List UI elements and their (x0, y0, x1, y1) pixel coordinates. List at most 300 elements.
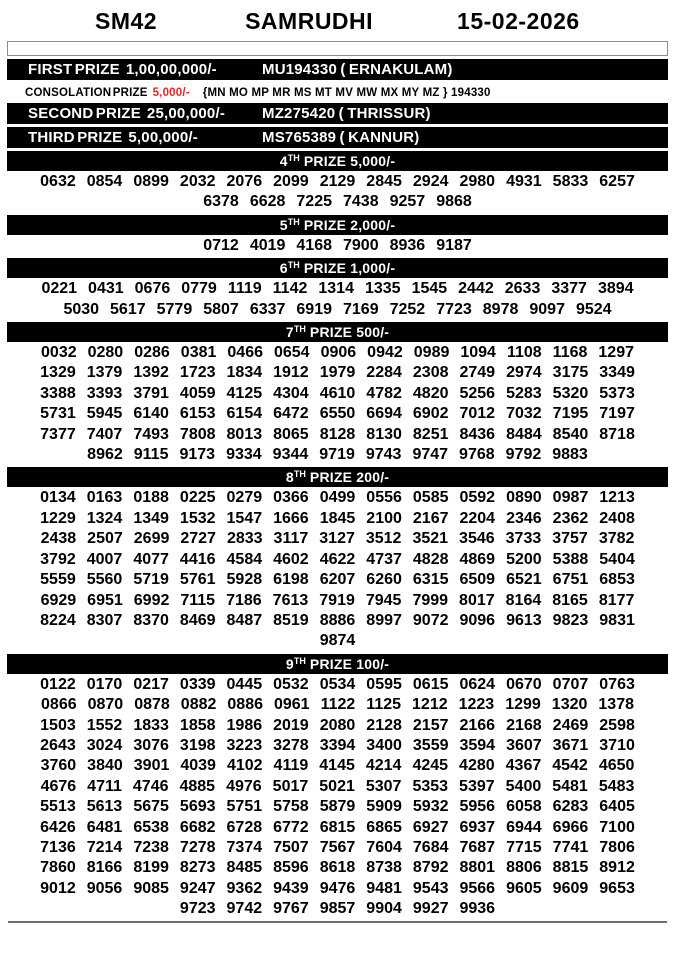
ticket-number: 4102 (226, 757, 263, 775)
ticket-number: 7012 (459, 405, 496, 423)
ticket-number: 5283 (506, 384, 542, 402)
ticket-number: 7136 (40, 838, 76, 856)
ticket-number-row (0, 858, 675, 878)
ticket-number: 0882 (180, 696, 217, 714)
ticket-number-row (0, 279, 675, 299)
ticket-number: 1349 (133, 509, 169, 527)
ticket-number: 9723 (179, 900, 216, 918)
second-prize-amount: 25,00,000/- (146, 105, 226, 122)
ticket-number: 2128 (366, 716, 402, 734)
ticket-number: 1547 (226, 509, 263, 527)
ticket-number: 5483 (598, 777, 635, 795)
ticket-number-row (0, 509, 675, 529)
ticket-number: 0556 (366, 489, 402, 507)
ticket-number: 3377 (551, 280, 587, 298)
ticket-number-row (0, 879, 675, 899)
ticket-number: 7195 (552, 405, 589, 423)
ticket-number: 1503 (40, 716, 76, 734)
ticket-number: 3733 (505, 530, 542, 548)
ticket-number: 3760 (40, 757, 77, 775)
ticket-number: 0595 (366, 675, 402, 693)
ticket-number: 9344 (272, 446, 309, 464)
ticket-number: 6937 (459, 818, 496, 836)
ticket-number: 1392 (133, 364, 169, 382)
ticket-number: 2308 (412, 364, 449, 382)
ticket-number: 0987 (552, 489, 589, 507)
ticket-number: 9072 (412, 611, 449, 629)
ticket-number: 2598 (599, 716, 635, 734)
ticket-number: 0670 (506, 675, 542, 693)
ticket-number: 0890 (506, 489, 542, 507)
ticket-number: 7684 (412, 838, 449, 856)
ticket-number: 0707 (552, 675, 589, 693)
ticket-number: 9362 (226, 879, 263, 897)
ticket-number: 4746 (132, 777, 169, 795)
ticket-number: 4622 (319, 550, 356, 568)
consolation-prize-row (0, 83, 675, 103)
ticket-number: 7197 (599, 405, 635, 423)
ticket-number: 7741 (552, 838, 589, 856)
ticket-number: 0585 (412, 489, 449, 507)
ticket-number-row (0, 570, 675, 590)
ticket-number: 0534 (319, 675, 356, 693)
ticket-number: 8128 (319, 425, 356, 443)
ticket-number: 8177 (598, 591, 635, 609)
ticket-number: 5400 (505, 777, 542, 795)
ticket-number-row (0, 611, 675, 631)
ticket-number: 5932 (412, 798, 449, 816)
ticket-number: 9831 (599, 611, 635, 629)
ticket-number-row (0, 363, 675, 383)
ticket-number: 0961 (273, 696, 310, 714)
ticket-number: 7115 (180, 591, 216, 609)
ticket-number: 9085 (133, 879, 169, 897)
ticket-number: 2507 (87, 530, 123, 548)
ticket-number: 0942 (367, 344, 403, 362)
ticket-number: 1378 (598, 696, 634, 714)
ticket-number: 3894 (597, 280, 634, 298)
ticket-number: 7225 (296, 193, 332, 211)
ticket-number-row (0, 631, 675, 651)
ticket-number: 9257 (389, 193, 426, 211)
ticket-number: 2032 (179, 173, 216, 190)
ticket-number: 8801 (459, 859, 496, 877)
ticket-number: 2167 (412, 509, 449, 527)
ticket-number: 5388 (552, 550, 589, 568)
ticket-number: 0134 (40, 489, 76, 507)
ticket-number: 5675 (133, 798, 169, 816)
ticket-number-row (0, 777, 675, 797)
ticket-number: 1142 (272, 280, 308, 298)
ticket-number: 0280 (87, 344, 124, 362)
ticket-number: 7808 (179, 425, 216, 443)
ticket-number: 1545 (411, 280, 448, 298)
ticket-number: 0870 (87, 696, 124, 714)
third-prize-bar (7, 127, 668, 148)
ticket-number: 3388 (40, 384, 76, 402)
ticket-number: 5807 (203, 300, 239, 318)
ticket-number: 6919 (296, 300, 332, 318)
ticket-number: 5617 (110, 300, 146, 318)
ticket-number: 0163 (86, 489, 123, 507)
ticket-number: 4885 (179, 777, 216, 795)
ticket-number: 4931 (506, 173, 542, 190)
ticket-number: 0763 (599, 675, 635, 693)
ticket-number: 2284 (366, 364, 402, 382)
ticket-number: 7100 (599, 818, 635, 836)
ticket-number: 3594 (459, 736, 496, 754)
ticket-number: 7438 (343, 193, 379, 211)
ticket-number: 9927 (412, 900, 449, 918)
ticket-number: 5560 (86, 571, 123, 589)
ticket-number: 5613 (86, 798, 123, 816)
ticket-number: 4039 (180, 757, 216, 775)
consolation-label: CONSOLATION PRIZE (25, 87, 148, 99)
lower-prize-sections (0, 151, 675, 920)
ticket-number: 8013 (226, 425, 263, 443)
consolation-series-list: {MN MO MP MR MS MT MV MW MX MY MZ } 194330 (202, 87, 491, 99)
ticket-number-row (0, 756, 675, 776)
ticket-number: 0466 (227, 344, 263, 362)
ticket-number: 3278 (273, 736, 309, 754)
ticket-number: 5481 (552, 777, 588, 795)
ticket-number: 7687 (459, 838, 496, 856)
ticket-number: 3349 (599, 364, 635, 382)
prize-section-header-7th: 7 $^{TH}$ PRIZE 500/- (7, 322, 668, 342)
ticket-number: 7723 (436, 300, 472, 318)
ticket-number: 2699 (133, 530, 170, 548)
ticket-number: 0886 (227, 696, 263, 714)
ticket-number: 4019 (249, 236, 286, 254)
ticket-number: 6058 (506, 798, 542, 816)
ticket-number: 9012 (40, 879, 76, 897)
ticket-number-row (0, 818, 675, 838)
ticket-number: 5397 (459, 777, 495, 795)
draw-date: 15-02-2026 (457, 8, 580, 34)
ticket-number: 9566 (459, 879, 496, 897)
ticket-number: 2166 (459, 716, 496, 734)
ticket-number: 3671 (552, 736, 589, 754)
ticket-number: 0339 (179, 675, 216, 693)
ticket-number: 1119 (227, 280, 262, 298)
ticket-number-row (0, 695, 675, 715)
ticket-number: 0122 (40, 675, 76, 693)
ticket-number: 8017 (459, 591, 495, 609)
ticket-number: 8815 (552, 859, 589, 877)
ticket-number: 7567 (319, 838, 356, 856)
ticket-number: 3607 (506, 736, 542, 754)
ticket-number: 1845 (319, 509, 356, 527)
ticket-number: 1223 (458, 696, 495, 714)
ticket-number: 2076 (226, 173, 263, 190)
ticket-number: 1912 (273, 364, 309, 382)
ticket-number-row (0, 192, 675, 212)
ticket-number: 6682 (179, 818, 216, 836)
ticket-number: 5833 (552, 173, 589, 190)
ticket-number: 1212 (412, 696, 448, 714)
ticket-number: 8199 (133, 859, 169, 877)
ticket-number: 5373 (599, 384, 635, 402)
ticket-number: 1335 (364, 280, 401, 298)
ticket-number: 0989 (413, 344, 450, 362)
first-prize-title: FIRST PRIZE (28, 61, 120, 78)
ticket-number: 9187 (436, 236, 472, 254)
ticket-number: 1723 (179, 364, 216, 382)
ticket-number: 6153 (179, 405, 216, 423)
ticket-number: 3198 (179, 736, 216, 754)
ticket-number: 5559 (40, 571, 76, 589)
ticket-number: 0906 (320, 344, 357, 362)
ticket-number: 4059 (179, 384, 216, 402)
ticket-number: 1329 (40, 364, 76, 382)
ticket-number: 7278 (179, 838, 216, 856)
ticket-number: 6815 (319, 818, 356, 836)
ticket-number: 4828 (412, 550, 449, 568)
third-prize-title: THIRD PRIZE (28, 129, 123, 146)
ticket-number: 0624 (459, 675, 496, 693)
ticket-number: 4650 (598, 757, 635, 775)
ticket-number: 1125 (366, 696, 402, 714)
ticket-number: 7715 (506, 838, 542, 856)
ticket-number-row (0, 236, 675, 256)
header (0, 0, 675, 38)
ticket-number: 0654 (273, 344, 310, 362)
ticket-number: 0366 (273, 489, 309, 507)
ticket-number: 9605 (506, 879, 542, 897)
ticket-number: 0779 (181, 280, 217, 298)
ticket-number: 8436 (459, 425, 496, 443)
ticket-number: 0632 (40, 173, 76, 190)
ticket-number: 6628 (249, 193, 286, 211)
ticket-number: 2100 (366, 509, 402, 527)
ticket-number: 0221 (41, 280, 78, 298)
ticket-number: 7374 (226, 838, 263, 856)
ticket-number: 6853 (599, 571, 635, 589)
ticket-number: 2845 (366, 173, 402, 190)
bottom-divider (8, 921, 667, 923)
ticket-number: 6207 (319, 571, 356, 589)
prize-section-header-6th: 6 $^{TH}$ PRIZE 1,000/- (7, 258, 668, 278)
ticket-number: 6772 (273, 818, 309, 836)
second-prize-title: SECOND PRIZE (28, 105, 141, 122)
ticket-number: 3512 (365, 530, 402, 548)
ticket-number: 5307 (365, 777, 402, 795)
ticket-number: 3559 (412, 736, 449, 754)
ticket-number: 5945 (86, 405, 123, 423)
ticket-number: 3394 (319, 736, 356, 754)
ticket-number: 5017 (272, 777, 309, 795)
ticket-number: 0532 (273, 675, 309, 693)
ticket-number: 0188 (133, 489, 169, 507)
ticket-number: 7407 (86, 425, 123, 443)
draw-code: SM42 (95, 8, 158, 34)
ticket-number: 2099 (273, 173, 309, 190)
ticket-number: 8912 (599, 859, 635, 877)
ticket-number: 6378 (203, 193, 239, 211)
ticket-number: 2204 (459, 509, 496, 527)
ticket-number-row (0, 300, 675, 320)
ticket-number: 4711 (87, 777, 122, 795)
ticket-number: 2168 (506, 716, 542, 734)
ticket-number: 5200 (506, 550, 542, 568)
ticket-number: 9609 (552, 879, 589, 897)
ticket-number: 8485 (226, 859, 263, 877)
ticket-number: 0615 (412, 675, 449, 693)
ticket-number: 2974 (506, 364, 542, 382)
ticket-number: 5751 (226, 798, 263, 816)
ticket-number: 6966 (552, 818, 589, 836)
ticket-number-row (0, 529, 675, 549)
ticket-number: 0225 (179, 489, 216, 507)
ticket-number: 1532 (179, 509, 216, 527)
ticket-number: 1834 (226, 364, 263, 382)
ticket-number: 3791 (133, 384, 169, 402)
ticket-number: 8273 (179, 859, 216, 877)
ticket-number: 4007 (86, 550, 123, 568)
ticket-number: 4976 (226, 777, 262, 795)
ticket-number: 8962 (87, 446, 123, 464)
ticket-number: 5030 (63, 300, 100, 318)
ticket-number: 8487 (226, 611, 263, 629)
ticket-number: 2633 (504, 280, 541, 298)
ticket-number-row (0, 425, 675, 445)
ticket-number: 5928 (226, 571, 263, 589)
ticket-number: 1324 (86, 509, 123, 527)
ticket-number: 9743 (365, 446, 402, 464)
ticket-number: 3076 (133, 736, 169, 754)
ticket-number: 9936 (459, 900, 496, 918)
prize-section-header-9th: 9 $^{TH}$ PRIZE 100/- (7, 654, 668, 674)
ticket-number: 6951 (87, 591, 123, 609)
ticket-number: 9868 (436, 193, 472, 211)
ticket-number-row (0, 675, 675, 695)
ticket-number: 9439 (273, 879, 309, 897)
ticket-number: 6865 (366, 818, 402, 836)
ticket-number: 0032 (41, 344, 77, 362)
ticket-number: 6260 (366, 571, 402, 589)
ticket-number: 9173 (179, 446, 216, 464)
ticket-number: 9476 (319, 879, 356, 897)
ticket-number: 1986 (226, 716, 263, 734)
ticket-number: 8618 (319, 859, 356, 877)
ticket-number: 6538 (133, 818, 169, 836)
ticket-number: 2749 (459, 364, 496, 382)
ticket-number: 5779 (156, 300, 193, 318)
ticket-number: 6694 (366, 405, 402, 423)
ticket-number: 0279 (226, 489, 263, 507)
ticket-number-row (0, 797, 675, 817)
ticket-number: 8130 (366, 425, 402, 443)
ticket-number: 8997 (366, 611, 402, 629)
ticket-number: 0712 (203, 236, 239, 254)
ticket-number: 2727 (180, 530, 216, 548)
ticket-number: 1122 (320, 696, 356, 714)
ticket-number: 1168 (552, 344, 588, 362)
ticket-number: 4077 (133, 550, 169, 568)
ticket-number: 0170 (86, 675, 123, 693)
second-prize-label (28, 105, 262, 122)
ticket-number: 6257 (599, 173, 635, 190)
ticket-number: 7945 (365, 591, 402, 609)
first-prize-bar (7, 59, 668, 80)
ticket-number: 4602 (273, 550, 309, 568)
ticket-number-row (0, 404, 675, 424)
ticket-number: 2643 (40, 736, 76, 754)
ticket-number: 4214 (365, 757, 402, 775)
ticket-number-row (0, 899, 675, 919)
ticket-number: 8484 (506, 425, 542, 443)
ticket-number: 4737 (366, 550, 402, 568)
ticket-number: 4280 (459, 757, 495, 775)
ticket-number: 3393 (86, 384, 123, 402)
ticket-number: 0499 (319, 489, 356, 507)
ticket-number: 1299 (505, 696, 541, 714)
ticket-number: 7507 (273, 838, 309, 856)
ticket-number: 1094 (460, 344, 496, 362)
ticket-number: 6154 (226, 405, 263, 423)
third-prize-label (28, 129, 262, 146)
first-prize-label (28, 61, 262, 78)
ticket-number: 1552 (86, 716, 123, 734)
ticket-number: 9792 (505, 446, 542, 464)
ticket-number-row (0, 736, 675, 756)
ticket-number: 9056 (86, 879, 123, 897)
ticket-number: 1979 (319, 364, 356, 382)
ticket-number: 5719 (133, 571, 169, 589)
ticket-number: 8519 (273, 611, 309, 629)
ticket-number: 9904 (366, 900, 402, 918)
ticket-number: 3840 (87, 757, 123, 775)
ticket-number: 6315 (412, 571, 449, 589)
ticket-number: 1379 (86, 364, 123, 382)
ticket-number: 4676 (40, 777, 77, 795)
ticket-number: 7186 (226, 591, 262, 609)
ticket-number: 1858 (179, 716, 216, 734)
ticket-number-row (0, 488, 675, 508)
ticket-number: 7377 (40, 425, 76, 443)
first-prize-winner: MU194330 ( ERNAKULAM) (262, 61, 453, 78)
ticket-number-row (0, 343, 675, 363)
ticket-number: 1320 (551, 696, 588, 714)
ticket-number: 3400 (366, 736, 402, 754)
ticket-number: 8224 (40, 611, 76, 629)
ticket-number: 4245 (412, 757, 449, 775)
ticket-number: 9883 (552, 446, 588, 464)
ticket-number: 3546 (459, 530, 495, 548)
ticket-number: 9481 (366, 879, 402, 897)
ticket-number: 2469 (552, 716, 589, 734)
ticket-number: 4542 (552, 757, 588, 775)
ticket-number: 0878 (134, 696, 170, 714)
ticket-number: 5956 (459, 798, 496, 816)
ticket-number: 0445 (226, 675, 263, 693)
ticket-number: 8792 (412, 859, 449, 877)
ticket-number: 9096 (459, 611, 496, 629)
ticket-number: 9247 (179, 879, 216, 897)
ticket-number: 1666 (273, 509, 309, 527)
ticket-number: 9857 (319, 900, 356, 918)
prize-section-header-8th: 8 $^{TH}$ PRIZE 200/- (7, 467, 668, 487)
ticket-number: 7169 (343, 300, 379, 318)
ticket-number: 3901 (133, 757, 170, 775)
ticket-number: 7999 (412, 591, 449, 609)
ticket-number: 2080 (319, 716, 356, 734)
ticket-number: 9613 (506, 611, 542, 629)
ticket-number: 1108 (506, 344, 542, 362)
ticket-number: 6198 (273, 571, 309, 589)
ticket-number: 7919 (319, 591, 355, 609)
ticket-number: 9653 (599, 879, 635, 897)
